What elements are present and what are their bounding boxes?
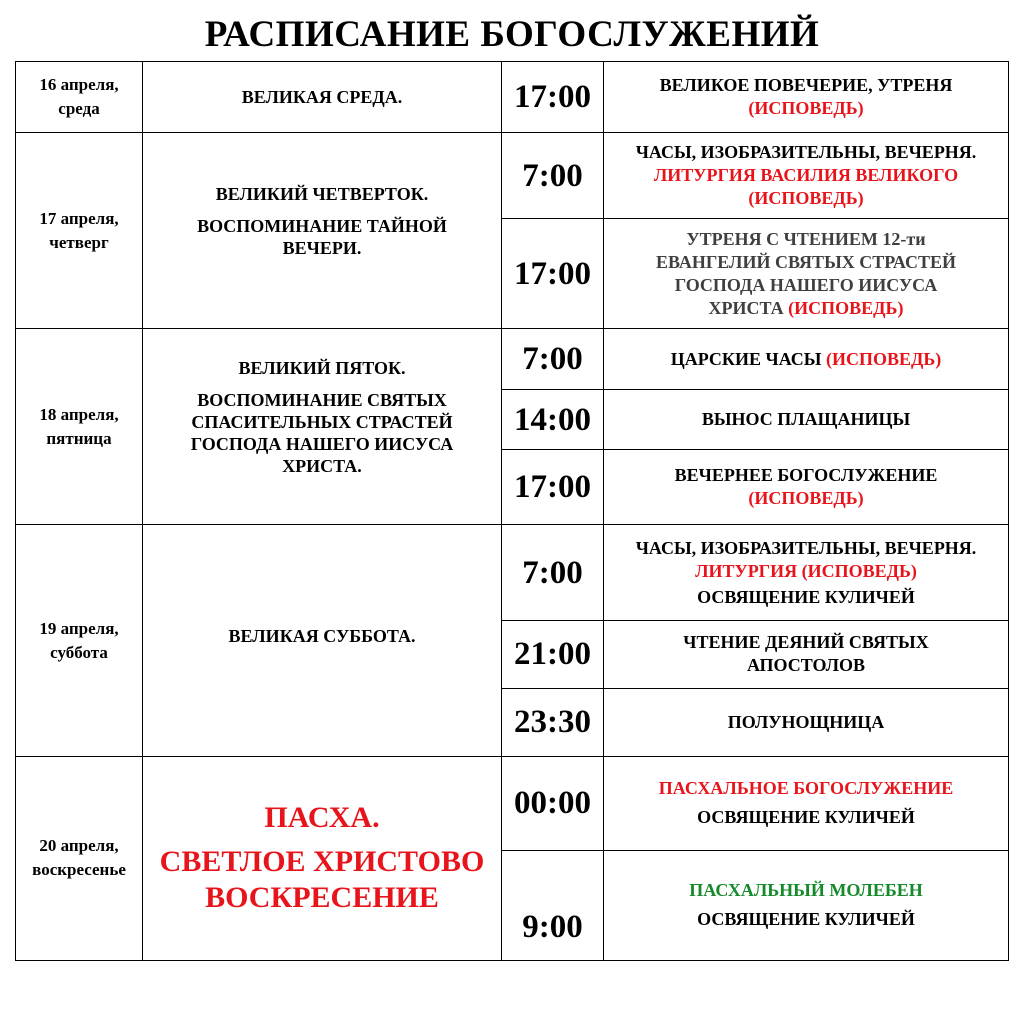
service-cell: ПОЛУНОЩНИЦА bbox=[604, 688, 1009, 756]
table-row bbox=[16, 133, 1009, 219]
time-cell: 23:30 bbox=[502, 688, 604, 756]
feast-cell: ПАСХА. СВЕТЛОЕ ХРИСТОВО ВОСКРЕСЕНИЕ bbox=[143, 756, 502, 960]
service-cell: ВЫНОС ПЛАЩАНИЦЫ bbox=[604, 390, 1009, 450]
time-cell: 17:00 bbox=[502, 450, 604, 525]
feast-cell: ВЕЛИКИЙ ПЯТОК. ВОСПОМИНАНИЕ СВЯТЫХ СПАСИТЕЛЬНЫХ СТРАСТЕЙ ГОСПОДА НАШЕГО ИИСУСА ХРИСТА. bbox=[143, 329, 502, 525]
time-cell: 7:00 bbox=[502, 133, 604, 219]
time-cell: 00:00 bbox=[502, 756, 604, 850]
service-cell: ПАСХАЛЬНЫЙ МОЛЕБЕН ОСВЯЩЕНИЕ КУЛИЧЕЙ bbox=[604, 850, 1009, 960]
time-cell: 7:00 bbox=[502, 329, 604, 390]
time-cell: 21:00 bbox=[502, 620, 604, 688]
page-title: РАСПИСАНИЕ БОГОСЛУЖЕНИЙ bbox=[204, 14, 820, 55]
service-cell: УТРЕНЯ С ЧТЕНИЕМ 12-ти ЕВАНГЕЛИЙ СВЯТЫХ СТРАСТЕЙ ГОСПОДА НАШЕГО ИИСУСА ХРИСТА (ИСПОВЕДЬ) bbox=[604, 219, 1009, 329]
table-row bbox=[16, 62, 1009, 133]
table-row bbox=[16, 756, 1009, 850]
feast-cell: ВЕЛИКАЯ СУББОТА. bbox=[143, 525, 502, 756]
table-row bbox=[16, 329, 1009, 390]
service-cell: ПАСХАЛЬНОЕ БОГОСЛУЖЕНИЕ ОСВЯЩЕНИЕ КУЛИЧЕЙ bbox=[604, 756, 1009, 850]
service-cell: ВЕЛИКОЕ ПОВЕЧЕРИЕ, УТРЕНЯ (ИСПОВЕДЬ) bbox=[604, 62, 1009, 133]
time-cell: 9:00 bbox=[502, 850, 604, 960]
time-cell: 17:00 bbox=[502, 219, 604, 329]
table-row bbox=[16, 525, 1009, 620]
time-cell: 14:00 bbox=[502, 390, 604, 450]
date-cell: 19 апреля, суббота bbox=[16, 525, 143, 756]
feast-cell: ВЕЛИКАЯ СРЕДА. bbox=[143, 62, 502, 133]
service-cell: ЧАСЫ, ИЗОБРАЗИТЕЛЬНЫ, ВЕЧЕРНЯ. ЛИТУРГИЯ ВАСИЛИЯ ВЕЛИКОГО (ИСПОВЕДЬ) bbox=[604, 133, 1009, 219]
time-cell: 7:00 bbox=[502, 525, 604, 620]
schedule-table bbox=[15, 61, 1009, 961]
date-cell: 16 апреля, среда bbox=[16, 62, 143, 133]
feast-cell: ВЕЛИКИЙ ЧЕТВЕРТОК. ВОСПОМИНАНИЕ ТАЙНОЙ ВЕЧЕРИ. bbox=[143, 133, 502, 329]
service-cell: ЦАРСКИЕ ЧАСЫ (ИСПОВЕДЬ) bbox=[604, 329, 1009, 390]
service-cell: ВЕЧЕРНЕЕ БОГОСЛУЖЕНИЕ (ИСПОВЕДЬ) bbox=[604, 450, 1009, 525]
date-cell: 17 апреля, четверг bbox=[16, 133, 143, 329]
date-cell: 18 апреля, пятница bbox=[16, 329, 143, 525]
service-cell: ЧТЕНИЕ ДЕЯНИЙ СВЯТЫХ АПОСТОЛОВ bbox=[604, 620, 1009, 688]
time-cell: 17:00 bbox=[502, 62, 604, 133]
service-cell: ЧАСЫ, ИЗОБРАЗИТЕЛЬНЫ, ВЕЧЕРНЯ. ЛИТУРГИЯ (ИСПОВЕДЬ) ОСВЯЩЕНИЕ КУЛИЧЕЙ bbox=[604, 525, 1009, 620]
date-cell: 20 апреля, воскресенье bbox=[16, 756, 143, 960]
